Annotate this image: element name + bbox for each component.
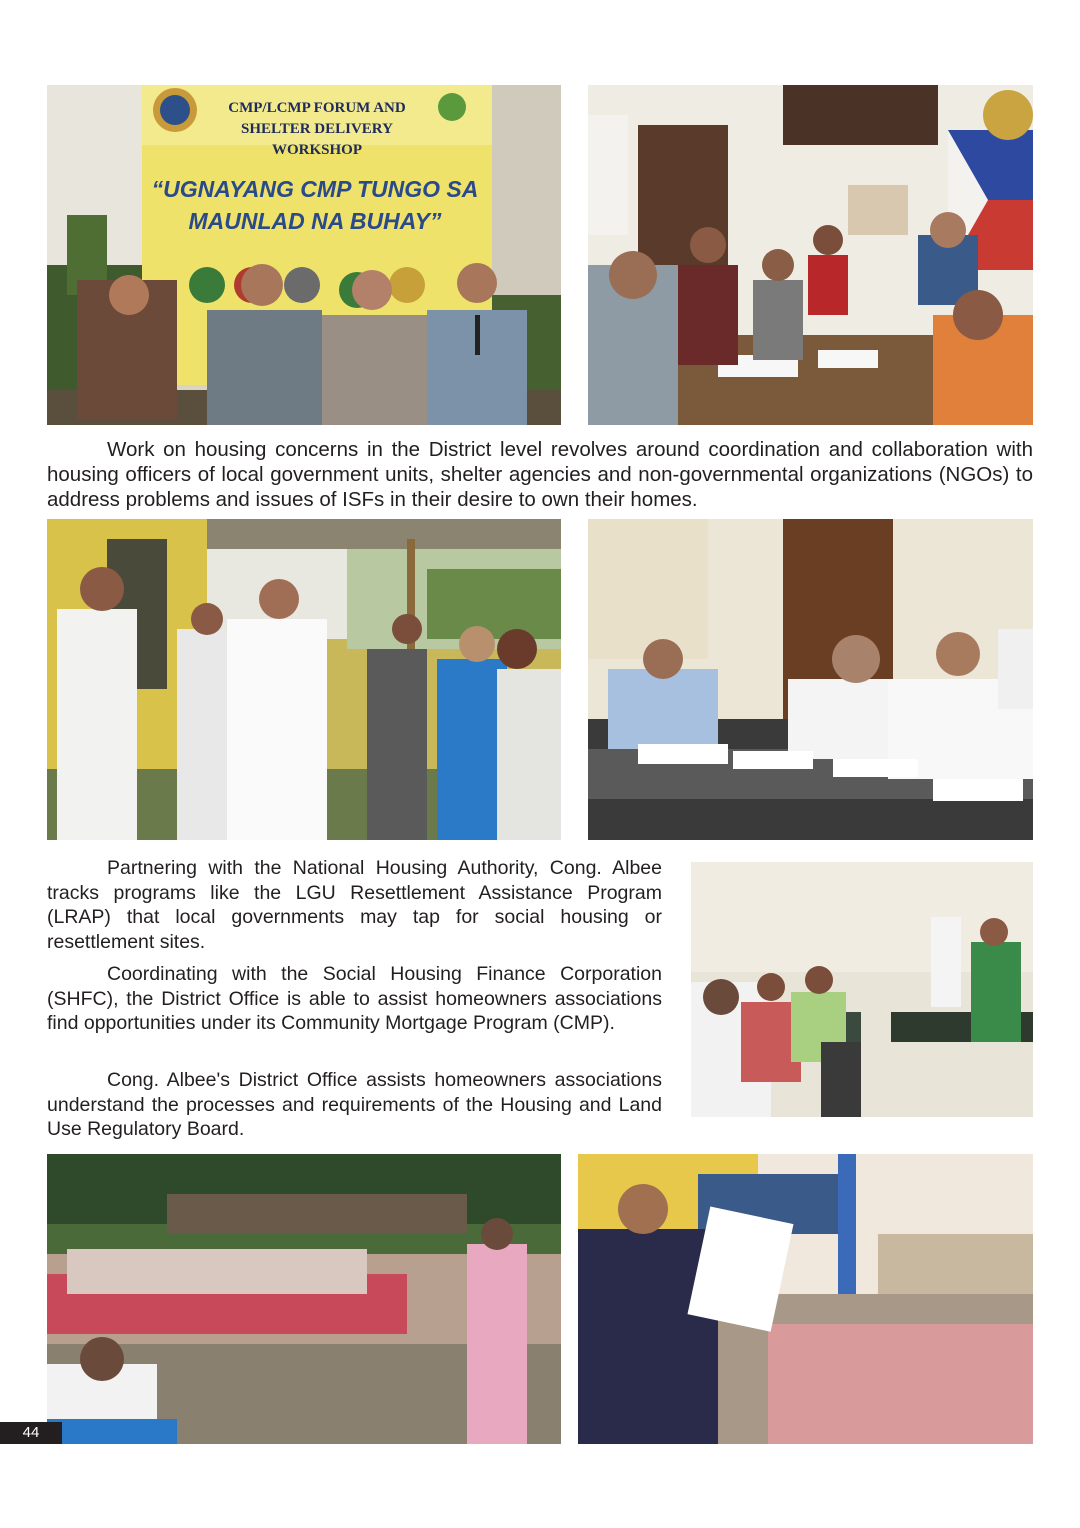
hlurb-paragraph: Cong. Albee's District Office assists homeowners associations understand the processes and requirements of the Housing and Land Use Regulatory Board. (47, 1069, 662, 1140)
photo-site-visit (47, 519, 561, 840)
banner-title-line2: SHELTER DELIVERY (241, 121, 393, 137)
banner-title-line1: CMP/LCMP FORUM AND (228, 100, 406, 116)
banner-slogan-line1: “UGNAYANG CMP TUNGO SA (151, 176, 479, 202)
photo-homeowners-seminar (691, 862, 1033, 1117)
photo-community-speaker (578, 1154, 1033, 1444)
page-number-tab (0, 1422, 62, 1444)
photo-office-meeting (588, 85, 1033, 425)
intro-paragraph: Work on housing concerns in the District level revolves around coordination and collaboration with housing officers of local government units, shelter agencies and non-governmental organizations (NGOs) to address problems and issues of ISFs in their desire to own their homes. (47, 438, 1033, 511)
nha-paragraph: Partnering with the National Housing Authority, Cong. Albee tracks programs like the LGU Resettlement Assistance Program (LRAP) that local governments may tap for social housing or resettlement sites. (47, 857, 662, 953)
page-number: 44 (22, 1424, 40, 1441)
shfc-paragraph: Coordinating with the Social Housing Finance Corporation (SHFC), the District Office is able to assist homeowners associations find opportunities under its Community Mortgage Program (CMP). (47, 963, 662, 1034)
banner-title-line3: WORKSHOP (271, 142, 363, 158)
photo-community-assembly (47, 1154, 561, 1444)
photo-council-session (588, 519, 1033, 840)
banner-slogan-line2: MAUNLAD NA BUHAY” (188, 208, 442, 234)
photo-forum-panel (47, 85, 561, 425)
